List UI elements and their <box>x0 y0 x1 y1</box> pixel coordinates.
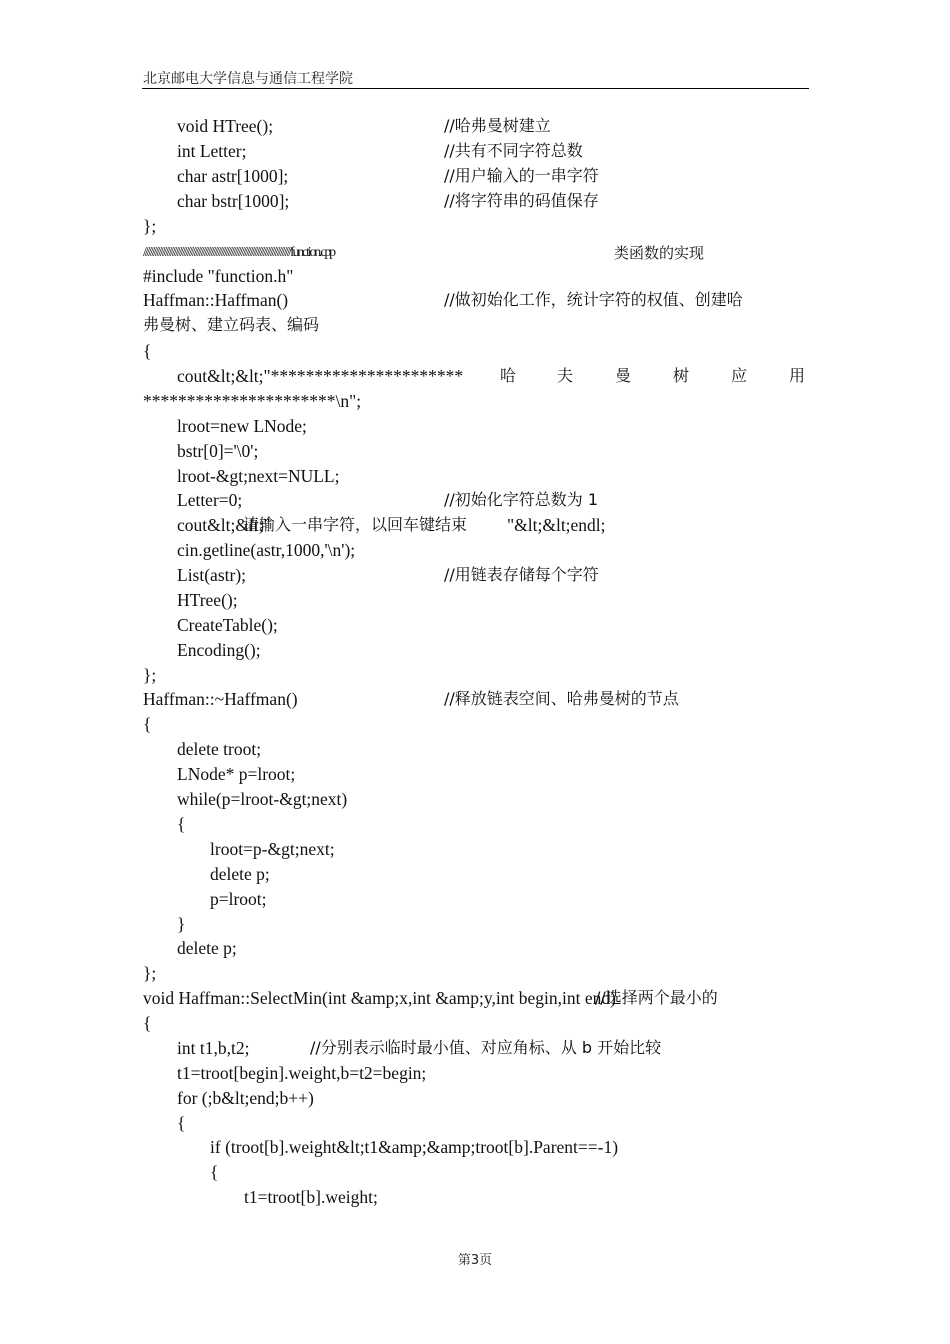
code-line: for (;b&lt;end;b++) <box>177 1088 314 1108</box>
code-text: 曼 <box>615 366 632 385</box>
code-comment: //用链表存储每个字符 <box>444 565 599 584</box>
code-line: Haffman::Haffman() <box>143 290 289 310</box>
code-line: #include "function.h" <box>143 266 294 286</box>
code-line: "&lt;&lt;endl; <box>507 515 606 535</box>
code-comment: //释放链表空间、哈弗曼树的节点 <box>444 689 679 708</box>
code-comment: //共有不同字符总数 <box>444 141 583 160</box>
code-comment: //哈弗曼树建立 <box>444 116 551 135</box>
code-text: 哈 <box>500 366 517 385</box>
code-comment: //初始化字符总数为 1 <box>444 490 599 509</box>
code-comment: //用户输入的一串字符 <box>444 166 599 185</box>
code-line: void HTree(); <box>177 116 274 136</box>
document-header: 北京邮电大学信息与通信工程学院 <box>143 71 353 87</box>
code-line: int Letter; <box>177 141 247 161</box>
code-line: lroot-&gt;next=NULL; <box>177 466 340 486</box>
code-line: delete p; <box>210 864 270 884</box>
code-line: t1=troot[begin].weight,b=t2=begin; <box>177 1063 427 1083</box>
section-title: 类函数的实现 <box>614 244 705 262</box>
code-line: int t1,b,t2; <box>177 1038 250 1058</box>
code-text: 夫 <box>557 366 574 385</box>
code-comment: //做初始化工作，统计字符的权值、创建哈 <box>444 290 743 309</box>
header-rule <box>142 88 809 89</box>
code-text: 应 <box>731 366 748 385</box>
code-line: } <box>177 914 186 934</box>
code-line: **********************\n"; <box>143 391 362 411</box>
code-line: { <box>143 714 152 734</box>
code-line: }; <box>143 216 157 236</box>
code-line: if (troot[b].weight&lt;t1&amp;&amp;troot[b].Parent==-1) <box>210 1137 619 1157</box>
page-number: 第3页 <box>457 1253 493 1268</box>
code-string: 请输入一串字符，以回车键结束 <box>243 515 468 534</box>
code-line: { <box>177 814 186 834</box>
code-line: char bstr[1000]; <box>177 191 290 211</box>
code-comment-continued: 弗曼树、建立码表、编码 <box>143 315 320 334</box>
code-line: CreateTable(); <box>177 615 278 635</box>
code-line: while(p=lroot-&gt;next) <box>177 789 348 809</box>
code-line: delete troot; <box>177 739 262 759</box>
code-line: lroot=new LNode; <box>177 416 307 436</box>
code-line: { <box>143 341 152 361</box>
code-line: void Haffman::SelectMin(int &amp;x,int &amp;y,int begin,int end) <box>143 988 616 1008</box>
code-line: bstr[0]='\0'; <box>177 441 259 461</box>
code-line: }; <box>143 665 157 685</box>
code-line: Encoding(); <box>177 640 261 660</box>
code-line: cin.getline(astr,1000,'\n'); <box>177 540 356 560</box>
code-comment: //分别表示临时最小值、对应角标、从 b 开始比较 <box>310 1038 662 1057</box>
code-line: }; <box>143 963 157 983</box>
code-comment: //选择两个最小的 <box>595 988 718 1007</box>
code-line: cout&lt;&lt;"********************** <box>177 366 464 386</box>
code-line: List(astr); <box>177 565 247 585</box>
code-line: p=lroot; <box>210 889 267 909</box>
code-text: 树 <box>673 366 690 385</box>
code-line: LNode* p=lroot; <box>177 764 296 784</box>
code-line: cout&lt;&lt;" <box>177 515 271 535</box>
code-line: { <box>210 1162 219 1182</box>
code-line: char astr[1000]; <box>177 166 289 186</box>
code-line: delete p; <box>177 938 237 958</box>
code-line: { <box>177 1113 186 1133</box>
code-comment: //将字符串的码值保存 <box>444 191 599 210</box>
code-line: t1=troot[b].weight; <box>244 1187 378 1207</box>
code-line: Haffman::~Haffman() <box>143 689 298 709</box>
code-line: { <box>143 1013 152 1033</box>
code-line: lroot=p-&gt;next; <box>210 839 335 859</box>
code-text: 用 <box>789 366 806 385</box>
code-line: HTree(); <box>177 590 238 610</box>
code-line: Letter=0; <box>177 490 243 510</box>
section-divider: ///////////////////////////////////////////////////////////////////////////////////////function.cpp <box>143 245 334 260</box>
